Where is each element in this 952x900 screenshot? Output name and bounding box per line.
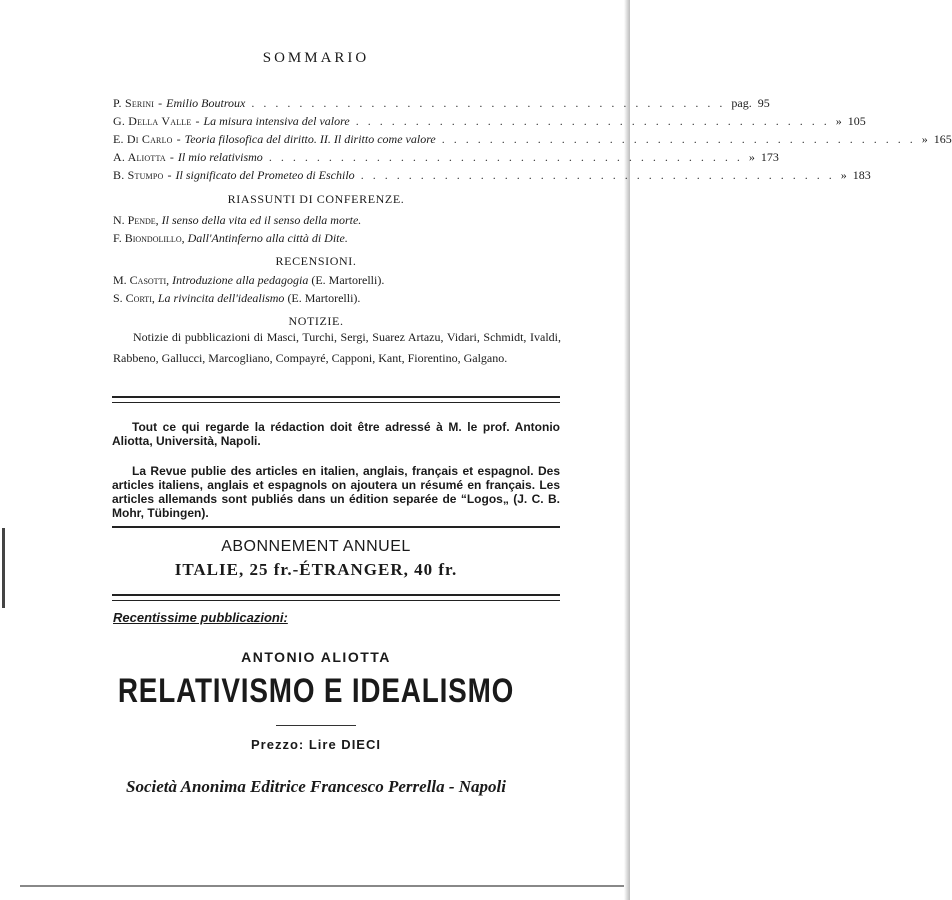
toc-separator: -: [169, 150, 174, 164]
divider: [112, 594, 560, 601]
toc-page-number: 165: [933, 132, 952, 146]
toc-separator: -: [176, 132, 181, 146]
toc-work: Il mio relativismo: [177, 150, 263, 164]
toc-page-prefix: »: [840, 168, 847, 182]
book-title: RELATIVISMO E IDEALISMO: [117, 672, 515, 710]
toc-work: Teoria filosofica del diritto. II. Il diritto come valore: [184, 132, 436, 146]
toc-author: B. Stumpo: [113, 168, 164, 182]
recensione-entry: [113, 273, 573, 288]
toc-page-prefix: pag.: [731, 96, 752, 110]
toc-leader-dots: ........................................: [355, 114, 836, 128]
toc-page-number: 183: [852, 168, 871, 182]
toc-work: La misura intensiva del valore: [203, 114, 350, 128]
toc-work: Emilio Boutroux: [166, 96, 246, 110]
notizie-heading: NOTIZIE.: [288, 314, 344, 328]
publisher: Società Anonima Editrice Francesco Perrella - Napoli: [126, 777, 506, 796]
entry-author: F. Biondolillo,: [113, 231, 185, 245]
riassunto-entry: [113, 213, 573, 228]
riassunti-heading: RIASSUNTI DI CONFERENZE.: [227, 192, 405, 206]
toc-entry: [113, 114, 866, 132]
recensione-entry: [113, 291, 573, 306]
toc-separator: -: [158, 96, 163, 110]
toc-page-prefix: »: [748, 150, 755, 164]
entry-work: Il senso della vita ed il senso della morte.: [161, 213, 362, 227]
toc-leader-dots: ........................................: [441, 132, 922, 146]
toc-page-number: 105: [847, 114, 866, 128]
toc-entry: [113, 168, 871, 186]
abonnement-prices: ITALIE, 25 fr.-ÉTRANGER, 40 fr.: [174, 560, 458, 579]
entry-author: S. Corti,: [113, 291, 155, 305]
book-author: ANTONIO ALIOTTA: [241, 649, 391, 665]
toc-page-prefix: »: [921, 132, 928, 146]
toc-leader-dots: ........................................: [268, 150, 749, 164]
toc-author: E. Di Carlo: [113, 132, 173, 146]
toc-page-prefix: »: [835, 114, 842, 128]
entry-note: (E. Martorelli).: [287, 291, 361, 305]
toc-separator: -: [167, 168, 172, 182]
toc-page-number: 95: [757, 96, 770, 110]
toc-work: Il significato del Prometeo di Eschilo: [175, 168, 355, 182]
toc-entry: [113, 132, 952, 150]
riassunto-entry: [113, 231, 573, 246]
toc-author: G. Della Valle: [113, 114, 192, 128]
entry-work: Introduzione alla pedagogia: [172, 273, 309, 287]
toc-entry: [113, 150, 779, 168]
toc-author: A. Aliotta: [113, 150, 166, 164]
entry-note: (E. Martorelli).: [311, 273, 385, 287]
entry-author: M. Casotti,: [113, 273, 170, 287]
divider: [112, 526, 560, 528]
toc-author: P. Serini: [113, 96, 155, 110]
sommario-title: SOMMARIO: [262, 50, 370, 66]
toc-page-number: 173: [760, 150, 779, 164]
advert-label: Recentissime pubblicazioni:: [113, 610, 288, 625]
notizie-text: Notizie di pubblicazioni di Masci, Turchi, Sergi, Suarez Artazu, Vidari, Schmidt, Ivaldi, Rabbeno, Gallucci, Marcogliano, Compayré, Capponi, Kant, Fiorentino, Galgano.: [113, 330, 561, 365]
toc-entry: [113, 96, 770, 114]
entry-author: N. Pende,: [113, 213, 159, 227]
toc-separator: -: [195, 114, 200, 128]
entry-work: Dall'Antinferno alla città di Dite.: [187, 231, 348, 245]
entry-work: La rivincita dell'idealismo: [157, 291, 285, 305]
toc-leader-dots: ........................................: [360, 168, 841, 182]
abonnement-title: ABONNEMENT ANNUEL: [221, 538, 411, 555]
redaction-notice: Tout ce qui regarde la rédaction doit être adressé à M. le prof. Antonio Aliotta, Università, Napoli.: [112, 420, 560, 448]
languages-notice: La Revue publie des articles en italien, anglais, français et espagnol. Des articles italiens, anglais et espagnols on ajoutera un résumé en français. Les articles allemands sont publiés dans un édition separée de “Logos„ (J. C. B. Mohr, Tübingen).: [112, 464, 560, 520]
recensioni-heading: RECENSIONI.: [275, 254, 357, 268]
toc-leader-dots: ........................................: [251, 96, 732, 110]
page-bottom-edge: [20, 885, 624, 887]
divider: [112, 396, 560, 403]
book-price: Prezzo: Lire DIECI: [251, 737, 381, 752]
divider: [276, 725, 356, 726]
